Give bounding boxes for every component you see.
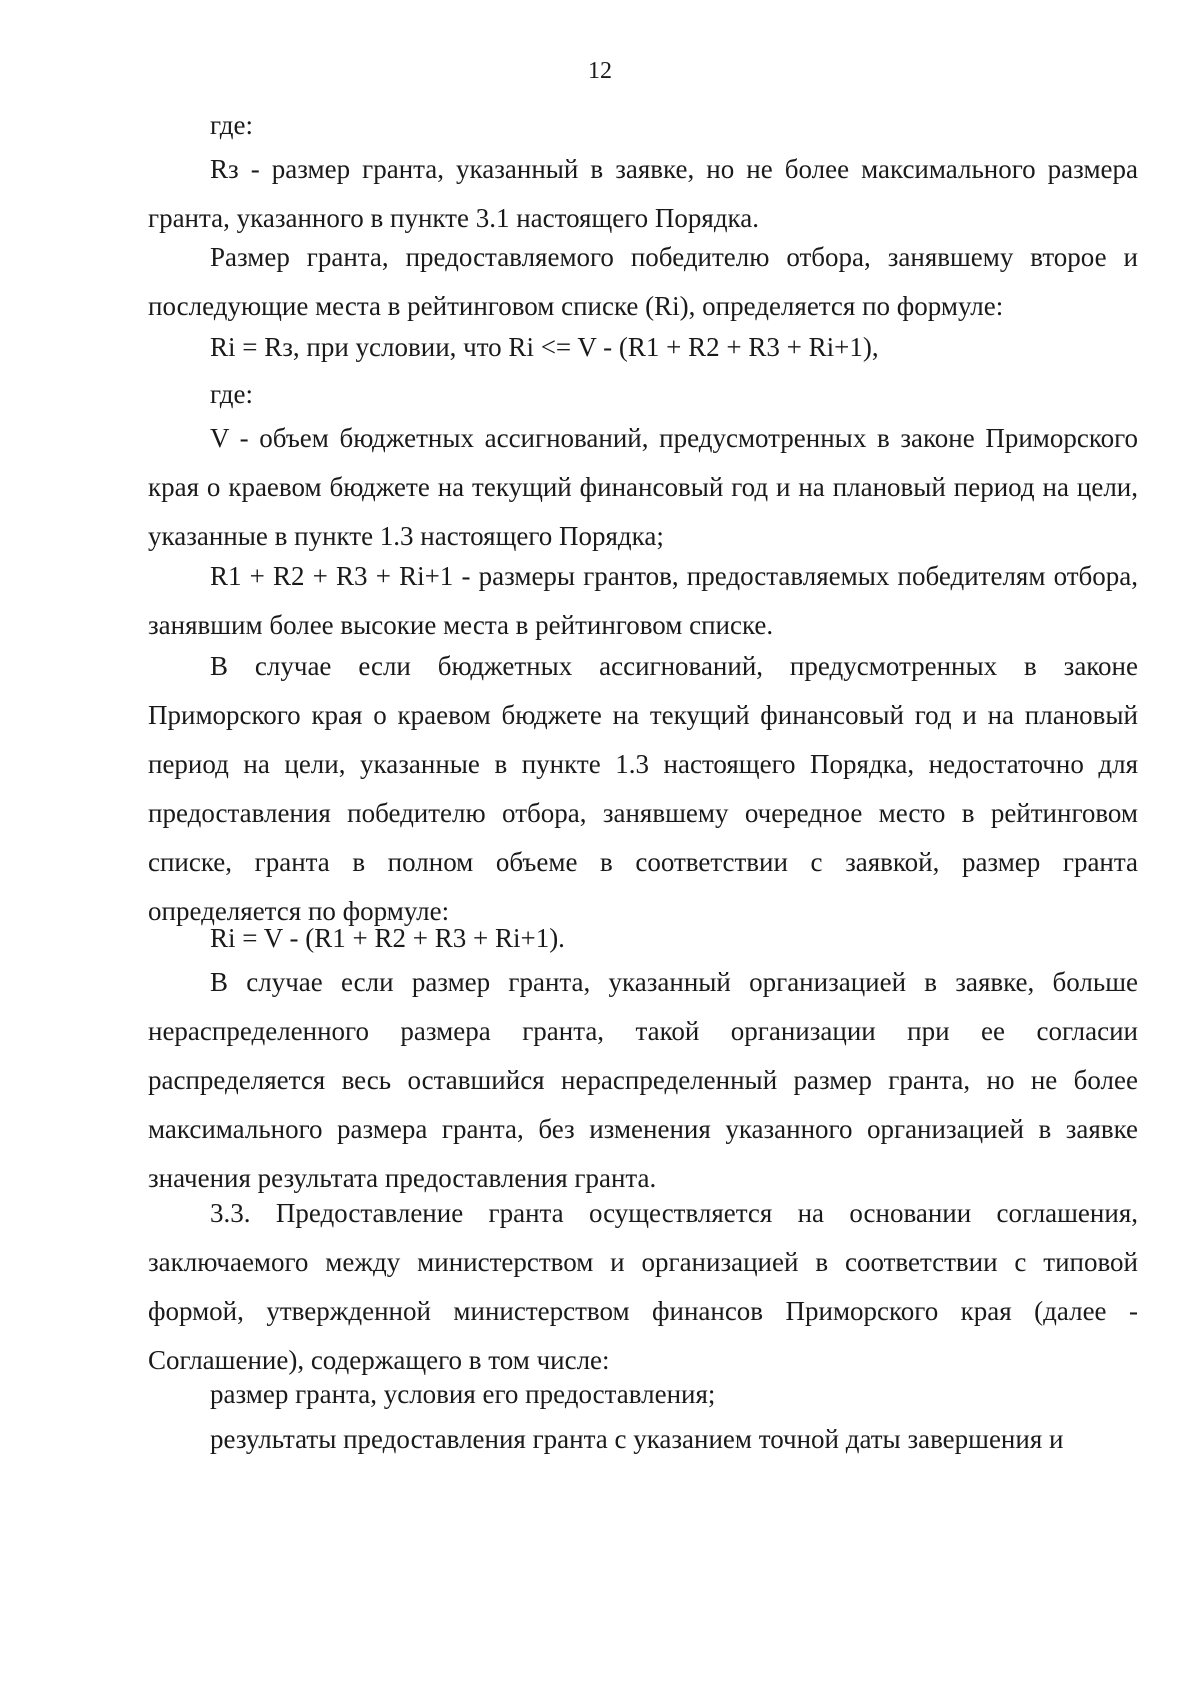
page-number: 12 [588, 58, 612, 84]
paragraph: где: [210, 379, 253, 409]
paragraph: Rз - размер гранта, указанный в заявке, но не более максимального размера гранта, указанного в пункте 3.1 настоящего Порядка. [148, 154, 1138, 233]
paragraph: В случае если бюджетных ассигнований, предусмотренных в законе Приморского края о краевом бюджете на текущий финансовый год и на плановый период на цели, указанные в пункте 1.3 настоящего Порядка, недостаточно для предоставления победителю отбора, занявшему очередное место в рейтинговом списке, гранта в полном объеме в соответствии с заявкой, размер гранта определяется по формуле: [148, 651, 1138, 926]
paragraph-insufficient-case [148, 642, 1138, 936]
paragraph-v-definition [148, 414, 1138, 561]
formula-ri-remainder [148, 914, 1138, 963]
paragraph: V - объем бюджетных ассигнований, предусмотренных в законе Приморского края о краевом бюджете на текущий финансовый год и на плановый период на цели, указанные в пункте 1.3 настоящего Порядка; [148, 423, 1138, 551]
list-item-grant-results [148, 1415, 1138, 1464]
paragraph: Размер гранта, предоставляемого победителю отбора, занявшему второе и последующие места в рейтинговом списке (Ri), определяется по формуле: [148, 242, 1138, 321]
paragraph-ri-intro [148, 233, 1138, 331]
paragraph-section-3-3 [148, 1189, 1138, 1385]
paragraph-where-1 [148, 101, 1138, 150]
paragraph-r-sum-definition [148, 552, 1138, 650]
formula: Ri = V - (R1 + R2 + R3 + Ri+1). [210, 923, 565, 953]
list-item: результаты предоставления гранта с указанием точной даты завершения и [210, 1424, 1064, 1454]
paragraph-where-2 [148, 370, 1138, 419]
paragraph: 3.3. Предоставление гранта осуществляется на основании соглашения, заключаемого между министерством и организацией в соответствии с типовой формой, утвержденной министерством финансов Приморского края (далее - Соглашение), содержащего в том числе: [148, 1198, 1138, 1375]
paragraph-exceeding-case [148, 958, 1138, 1203]
list-item: размер гранта, условия его предоставления; [210, 1379, 716, 1409]
paragraph: R1 + R2 + R3 + Ri+1 - размеры грантов, предоставляемых победителям отбора, занявшим более высокие места в рейтинговом списке. [148, 561, 1138, 640]
paragraph: В случае если размер гранта, указанный организацией в заявке, больше нераспределенного размера гранта, такой организации при ее согласии распределяется весь оставшийся нераспределенный размер гранта, но не более максимального размера гранта, без изменения указанного организацией в заявке значения результата предоставления гранта. [148, 967, 1138, 1193]
formula-ri-condition [148, 323, 1138, 372]
paragraph: где: [210, 110, 253, 140]
paragraph-rz-definition [148, 145, 1138, 243]
formula: Ri = Rз, при условии, что Ri <= V - (R1 + R2 + R3 + Ri+1), [210, 332, 879, 362]
list-item-grant-size [148, 1370, 1138, 1419]
